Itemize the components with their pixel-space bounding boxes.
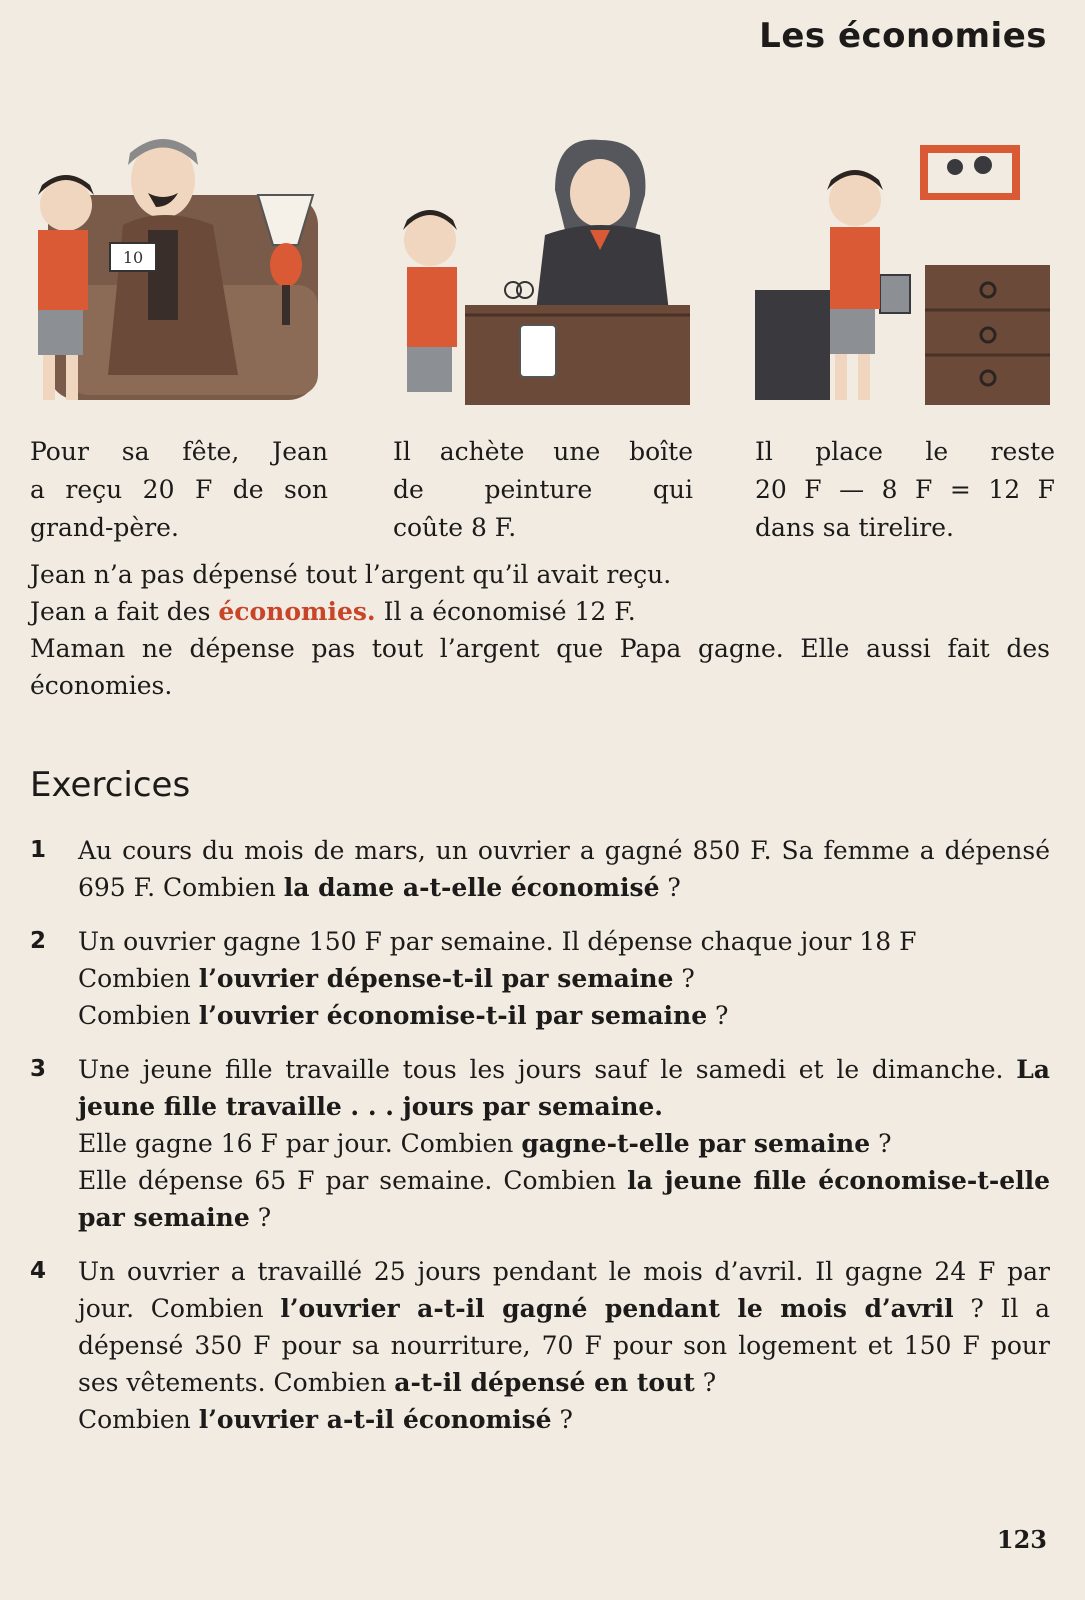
exercise-question: la jeune fille économise-t-elle par semaine — [78, 1166, 1050, 1232]
caption-line: Pour sa fête, Jean — [30, 437, 328, 466]
illustration-grandfather-gift — [28, 135, 328, 410]
story-text-part: Il a économisé 12 F. — [375, 597, 636, 626]
caption-line: coûte 8 F. — [393, 513, 517, 542]
exercise-question: a-t-il dépensé en tout — [394, 1368, 695, 1397]
exercise-text: ? — [673, 964, 695, 993]
exercise-question: gagne-t-elle par semaine — [521, 1129, 871, 1158]
exercise-number: 4 — [30, 1258, 47, 1284]
exercise-text: Elle gagne 16 F par jour. Combien — [78, 1129, 522, 1158]
exercise-text: Combien — [78, 1405, 199, 1434]
exercise-line — [78, 1253, 1050, 1401]
exercise-question: la dame a-t-elle économisé — [283, 873, 660, 902]
page-number: 123 — [996, 1525, 1047, 1554]
exercise-text: ? — [551, 1405, 573, 1434]
story-text-part: Jean a fait des — [30, 597, 219, 626]
exercise-question: La jeune fille travaille . . . jours par semaine. — [78, 1055, 1050, 1121]
exercise-text: ? — [707, 1001, 729, 1030]
exercise-2 — [30, 923, 1050, 1034]
exercise-number: 3 — [30, 1056, 47, 1082]
exercise-number: 1 — [30, 837, 47, 863]
caption-savings — [755, 433, 1055, 547]
exercise-question: l’ouvrier a-t-il gagné pendant le mois d’avril — [280, 1294, 954, 1323]
exercise-text: ? — [249, 1203, 272, 1232]
story-line — [30, 593, 1050, 630]
exercises-heading: Exercices — [30, 765, 191, 805]
exercise-4 — [30, 1253, 1050, 1438]
paint-purchase-drawing — [395, 135, 695, 410]
exercise-text: ? — [694, 1368, 717, 1397]
caption-line: de peinture qui — [393, 475, 693, 504]
exercise-text: Elle dépense 65 F par semaine. Combien — [78, 1166, 628, 1195]
exercise-text: Combien — [78, 1001, 199, 1030]
exercise-line — [78, 997, 1050, 1034]
exercise-question: l’ouvrier a-t-il économisé — [198, 1405, 552, 1434]
exercise-text: Une jeune fille travaille tous les jours sauf le samedi et le dimanche. — [78, 1055, 1017, 1084]
exercise-line — [78, 1162, 1050, 1236]
highlight-term: économies. — [218, 597, 376, 626]
exercise-text: Combien — [78, 964, 199, 993]
caption-line: a reçu 20 F de son — [30, 475, 328, 504]
banknote-label: 10 — [122, 248, 144, 267]
exercise-question: l’ouvrier économise-t-il par semaine — [198, 1001, 708, 1030]
exercise-line — [78, 960, 1050, 997]
exercise-3 — [30, 1051, 1050, 1236]
exercise-text: ? — [870, 1129, 892, 1158]
exercise-text: Un ouvrier a travaillé 25 jours pendant le mois d’avril. Il gagne 24 F par jour. Combien — [78, 1257, 1050, 1323]
exercise-text: Un ouvrier gagne 150 F par semaine. Il dépense chaque jour 18 F — [78, 927, 917, 956]
caption-line: 20 F — 8 F = 12 F — [755, 475, 1055, 504]
caption-gift — [30, 433, 328, 547]
exercise-text: ? Il a dépensé 350 F pour sa nourriture, 70 F pour son logement et 150 F pour ses vêtements. Combien — [78, 1294, 1050, 1397]
exercise-line — [78, 1125, 1050, 1162]
exercise-line — [78, 1401, 1050, 1438]
exercise-number: 2 — [30, 928, 47, 954]
caption-purchase — [393, 433, 693, 547]
caption-line: dans sa tirelire. — [755, 513, 954, 542]
grandfather-gift-drawing — [28, 135, 328, 410]
exercise-text: ? — [659, 873, 681, 902]
story-line: Maman ne dépense pas tout l’argent que Papa gagne. Elle aussi fait des économies. — [30, 634, 1050, 700]
story-text — [30, 556, 1050, 704]
exercise-text: Au cours du mois de mars, un ouvrier a gagné 850 F. Sa femme a dépensé 695 F. Combien — [78, 836, 1050, 902]
caption-line: grand-père. — [30, 513, 179, 542]
page-title: Les économies — [759, 16, 1047, 56]
exercise-list — [30, 832, 1050, 1455]
caption-line: Il achète une boîte — [393, 437, 693, 466]
exercise-line — [78, 1051, 1050, 1125]
story-line: Jean n’a pas dépensé tout l’argent qu’il avait reçu. — [30, 560, 672, 589]
caption-line: Il place le reste — [755, 437, 1055, 466]
piggy-bank-drawing — [755, 135, 1060, 410]
illustration-paint-purchase — [395, 135, 695, 410]
exercise-question: l’ouvrier dépense-t-il par semaine — [198, 964, 674, 993]
illustration-piggy-bank — [755, 135, 1060, 410]
exercise-1 — [30, 832, 1050, 906]
